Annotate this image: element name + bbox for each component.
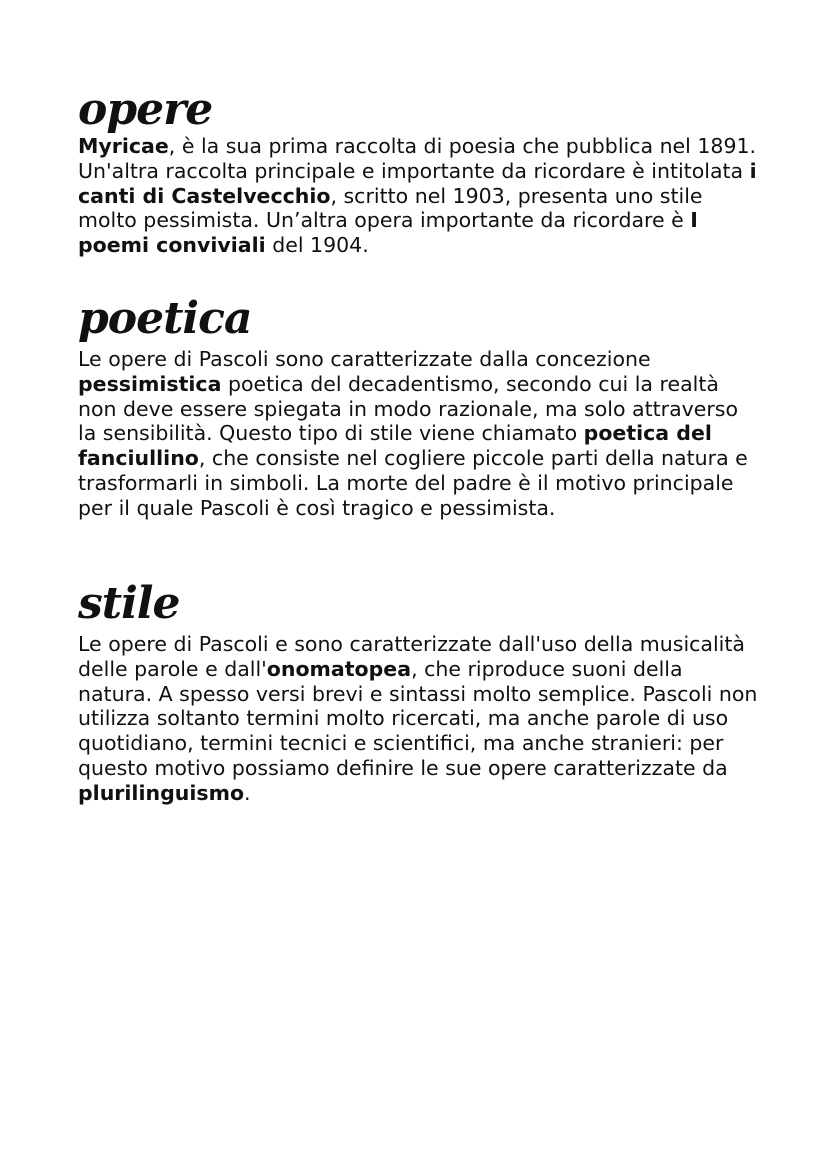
- section-text-poetica: Le opere di Pascoli sono caratterizzate dalla concezione pessimistica poetica del decadentismo, secondo cui la realtà non deve essere spiegata in modo razionale, ma solo attraverso la sensibilità. Questo tipo di stile viene chiamato poetica del fanciullino, che consiste nel cogliere piccole parti della natura e trasformarli in simboli. La morte del padre è il motivo principale per il quale Pascoli è così tragico e pessimista.: [78, 347, 748, 520]
- bold-plurilinguismo: plurilinguismo: [78, 780, 245, 805]
- bold-poetica-fanciullino: poetica del fanciullino: [78, 421, 712, 471]
- section-poetica: [78, 293, 758, 521]
- bold-poemi-conviviali: I poemi conviviali: [78, 208, 698, 258]
- bold-myricae: Myricae: [78, 134, 169, 158]
- section-title-poetica: poetica: [78, 293, 252, 344]
- bold-onomatopea: onomatopea: [266, 656, 412, 681]
- section-title-opere: opere: [78, 84, 213, 135]
- section-text-opere: Myricae, è la sua prima raccolta di poesia che pubblica nel 1891. Un'altra raccolta principale e importante da ricordare è intitolata i canti di Castelvecchio, scritto nel 1903, presenta uno stile molto pessimista. Un’altra opera importante da ricordare è I poemi conviviali del 1904.: [78, 134, 757, 258]
- section-title-stile: stile: [78, 578, 180, 629]
- section-text-stile: Le opere di Pascoli e sono caratterizzate dall'uso della musicalità delle parole e dall'onomatopea, che riproduce suoni della natura. A spesso versi brevi e sintassi molto semplice. Pascoli non utilizza soltanto termini molto ricercati, ma anche parole di uso quotidiano, termini tecnici e scientifici, ma anche stranieri: per questo motivo possiamo definire le sue opere caratterizzate da plurilinguismo.: [78, 632, 758, 805]
- section-opere: [78, 84, 758, 258]
- bold-pessimistica: pessimistica: [78, 371, 222, 396]
- section-stile: [78, 578, 758, 806]
- bold-canti-castelvecchio: i canti di Castelvecchio: [78, 158, 757, 208]
